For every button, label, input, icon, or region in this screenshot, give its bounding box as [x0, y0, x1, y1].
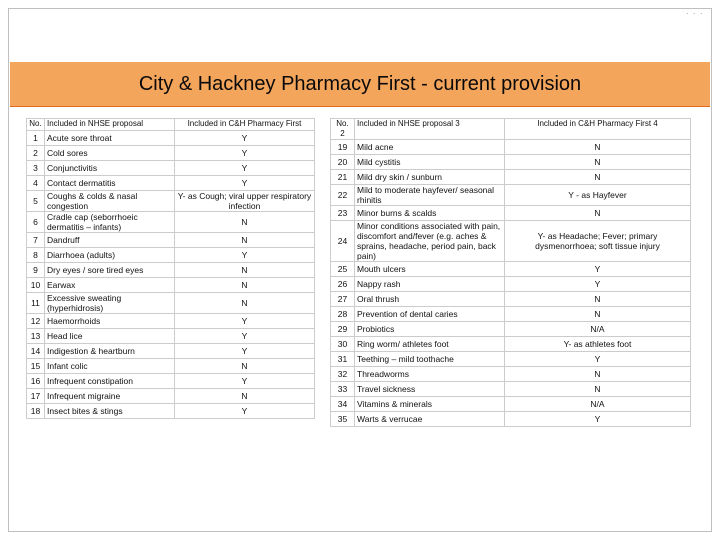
- provision-status-cell: N: [175, 293, 315, 314]
- left-header-no: No.: [27, 119, 45, 131]
- condition-cell: Mild cystitis: [355, 155, 505, 170]
- row-number: 8: [27, 248, 45, 263]
- provision-status-cell: Y: [505, 352, 691, 367]
- condition-cell: Cold sores: [45, 146, 175, 161]
- condition-cell: Oral thrush: [355, 292, 505, 307]
- table-row: [27, 131, 315, 146]
- condition-cell: Dry eyes / sore tired eyes: [45, 263, 175, 278]
- table-row: [331, 292, 691, 307]
- table-row: [27, 248, 315, 263]
- row-number: 24: [331, 221, 355, 262]
- row-number: 18: [27, 404, 45, 419]
- row-number: 30: [331, 337, 355, 352]
- row-number: 28: [331, 307, 355, 322]
- row-number: 14: [27, 344, 45, 359]
- provision-status-cell: N: [505, 170, 691, 185]
- table-row: [27, 212, 315, 233]
- table-row: [331, 367, 691, 382]
- table-row: [27, 263, 315, 278]
- condition-cell: Travel sickness: [355, 382, 505, 397]
- row-number: 15: [27, 359, 45, 374]
- condition-cell: Minor conditions associated with pain, discomfort and/fever (e.g. aches & sprains, headache, period pain, back pain): [355, 221, 505, 262]
- table-row: [27, 161, 315, 176]
- table-row: [331, 352, 691, 367]
- condition-cell: Mild dry skin / sunburn: [355, 170, 505, 185]
- provision-status-cell: Y: [175, 374, 315, 389]
- row-number: 27: [331, 292, 355, 307]
- table-row: [331, 185, 691, 206]
- table-row: [27, 374, 315, 389]
- table-row: [331, 397, 691, 412]
- condition-cell: Nappy rash: [355, 277, 505, 292]
- table-row: [27, 293, 315, 314]
- row-number: 32: [331, 367, 355, 382]
- right-header-row: [331, 119, 691, 140]
- title-divider: [10, 106, 710, 107]
- provision-status-cell: N: [175, 278, 315, 293]
- condition-cell: Head lice: [45, 329, 175, 344]
- provision-status-cell: Y: [175, 161, 315, 176]
- condition-cell: Earwax: [45, 278, 175, 293]
- condition-cell: Insect bites & stings: [45, 404, 175, 419]
- table-row: [331, 307, 691, 322]
- right-header-no: No. 2: [331, 119, 355, 140]
- row-number: 31: [331, 352, 355, 367]
- provision-status-cell: N/A: [505, 322, 691, 337]
- condition-cell: Coughs & colds & nasal congestion: [45, 191, 175, 212]
- provision-status-cell: N: [175, 233, 315, 248]
- table-row: [27, 146, 315, 161]
- condition-cell: Infrequent constipation: [45, 374, 175, 389]
- condition-cell: Warts & verrucae: [355, 412, 505, 427]
- condition-cell: Contact dermatitis: [45, 176, 175, 191]
- row-number: 3: [27, 161, 45, 176]
- table-row: [27, 404, 315, 419]
- provision-status-cell: Y: [505, 412, 691, 427]
- table-row: [331, 170, 691, 185]
- provision-status-cell: N: [505, 206, 691, 221]
- provision-status-cell: N: [175, 359, 315, 374]
- condition-cell: Vitamins & minerals: [355, 397, 505, 412]
- provision-status-cell: N: [175, 263, 315, 278]
- row-number: 21: [331, 170, 355, 185]
- condition-cell: Conjunctivitis: [45, 161, 175, 176]
- table-row: [331, 206, 691, 221]
- row-number: 17: [27, 389, 45, 404]
- condition-cell: Threadworms: [355, 367, 505, 382]
- table-row: [331, 412, 691, 427]
- provision-status-cell: Y - as Hayfever: [505, 185, 691, 206]
- row-number: 33: [331, 382, 355, 397]
- row-number: 5: [27, 191, 45, 212]
- provision-status-cell: Y: [175, 404, 315, 419]
- condition-cell: Acute sore throat: [45, 131, 175, 146]
- table-row: [331, 262, 691, 277]
- provision-status-cell: N: [175, 212, 315, 233]
- table-row: [331, 140, 691, 155]
- condition-cell: Dandruff: [45, 233, 175, 248]
- provision-status-cell: Y- as Headache; Fever; primary dysmenorrhoea; soft tissue injury: [505, 221, 691, 262]
- condition-cell: Minor burns & scalds: [355, 206, 505, 221]
- provision-status-cell: N: [505, 307, 691, 322]
- condition-cell: Mouth ulcers: [355, 262, 505, 277]
- provision-status-cell: Y: [175, 176, 315, 191]
- left-conditions-table: [26, 118, 315, 419]
- condition-cell: Teething – mild toothache: [355, 352, 505, 367]
- row-number: 9: [27, 263, 45, 278]
- title-band: [10, 62, 710, 106]
- left-header-status: Included in C&H Pharmacy First: [175, 119, 315, 131]
- provision-status-cell: Y- as athletes foot: [505, 337, 691, 352]
- condition-cell: Ring worm/ athletes foot: [355, 337, 505, 352]
- condition-cell: Infrequent migraine: [45, 389, 175, 404]
- provision-status-cell: Y- as Cough; viral upper respiratory infection: [175, 191, 315, 212]
- table-row: [27, 329, 315, 344]
- row-number: 10: [27, 278, 45, 293]
- provision-status-cell: N: [505, 155, 691, 170]
- table-row: [331, 337, 691, 352]
- row-number: 1: [27, 131, 45, 146]
- page-title: City & Hackney Pharmacy First - current provision: [138, 72, 582, 95]
- table-row: [331, 277, 691, 292]
- table-row: [27, 233, 315, 248]
- right-header-condition: Included in NHSE proposal 3: [355, 119, 505, 140]
- row-number: 2: [27, 146, 45, 161]
- row-number: 13: [27, 329, 45, 344]
- provision-status-cell: Y: [175, 248, 315, 263]
- condition-cell: Indigestion & heartburn: [45, 344, 175, 359]
- right-conditions-table: [330, 118, 691, 427]
- provision-status-cell: Y: [175, 314, 315, 329]
- condition-cell: Infant colic: [45, 359, 175, 374]
- row-number: 19: [331, 140, 355, 155]
- provision-status-cell: Y: [505, 277, 691, 292]
- row-number: 26: [331, 277, 355, 292]
- provision-status-cell: Y: [175, 131, 315, 146]
- corner-mark: . . .: [686, 6, 704, 16]
- row-number: 7: [27, 233, 45, 248]
- table-row: [27, 278, 315, 293]
- table-row: [331, 322, 691, 337]
- table-row: [331, 382, 691, 397]
- provision-status-cell: Y: [175, 344, 315, 359]
- condition-cell: Probiotics: [355, 322, 505, 337]
- row-number: 11: [27, 293, 45, 314]
- table-row: [27, 389, 315, 404]
- table-row: [27, 191, 315, 212]
- row-number: 23: [331, 206, 355, 221]
- provision-status-cell: N: [505, 367, 691, 382]
- row-number: 25: [331, 262, 355, 277]
- provision-status-cell: Y: [175, 329, 315, 344]
- condition-cell: Excessive sweating (hyperhidrosis): [45, 293, 175, 314]
- right-header-status: Included in C&H Pharmacy First 4: [505, 119, 691, 140]
- row-number: 20: [331, 155, 355, 170]
- table-row: [27, 176, 315, 191]
- row-number: 34: [331, 397, 355, 412]
- condition-cell: Cradle cap (seborrhoeic dermatitis – infants): [45, 212, 175, 233]
- condition-cell: Diarrhoea (adults): [45, 248, 175, 263]
- provision-status-cell: N: [505, 292, 691, 307]
- condition-cell: Prevention of dental caries: [355, 307, 505, 322]
- condition-cell: Mild to moderate hayfever/ seasonal rhinitis: [355, 185, 505, 206]
- table-row: [331, 221, 691, 262]
- row-number: 12: [27, 314, 45, 329]
- row-number: 22: [331, 185, 355, 206]
- table-row: [331, 155, 691, 170]
- left-header-condition: Included in NHSE proposal: [45, 119, 175, 131]
- row-number: 16: [27, 374, 45, 389]
- row-number: 35: [331, 412, 355, 427]
- left-header-row: [27, 119, 315, 131]
- provision-status-cell: N: [505, 140, 691, 155]
- table-row: [27, 344, 315, 359]
- provision-status-cell: Y: [505, 262, 691, 277]
- table-row: [27, 314, 315, 329]
- row-number: 6: [27, 212, 45, 233]
- table-row: [27, 359, 315, 374]
- provision-status-cell: N/A: [505, 397, 691, 412]
- condition-cell: Mild acne: [355, 140, 505, 155]
- provision-status-cell: N: [505, 382, 691, 397]
- condition-cell: Haemorrhoids: [45, 314, 175, 329]
- provision-status-cell: Y: [175, 146, 315, 161]
- provision-status-cell: N: [175, 389, 315, 404]
- row-number: 29: [331, 322, 355, 337]
- row-number: 4: [27, 176, 45, 191]
